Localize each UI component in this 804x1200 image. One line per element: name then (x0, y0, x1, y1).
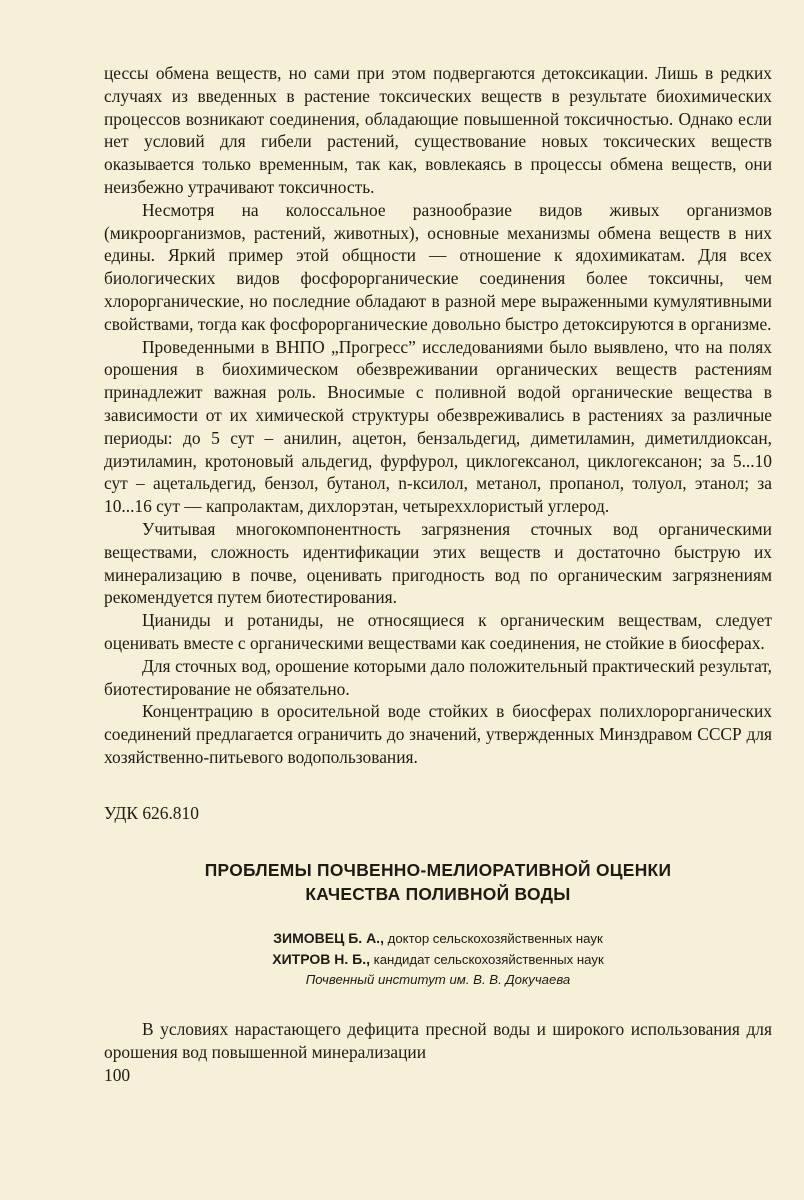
author-degree: кандидат сельскохозяйственных наук (373, 951, 604, 967)
paragraph: Концентрацию в оросительной воде стойких в биосферах полихлорорганических соединений предлагается ограничить до значений, утвержденных Минздравом СССР для хозяйственно-питьевого водопользования. (104, 701, 772, 767)
paragraph: цессы обмена веществ, но сами при этом подвергаются детоксикации. Лишь в редких случаях из введенных в растение токсических веществ в результате биохимических процессов возникают соединения, обладающие повышенной токсичностью. Однако если нет условий для гибели растений, существование новых токсических веществ оказывается только временным, так как, вовлекаясь в процессы обмена веществ, они неизбежно утрачивают токсичность. (104, 63, 772, 197)
author-line (104, 949, 772, 970)
paragraph: Цианиды и ротаниды, не относящиеся к органическим веществам, следует оценивать вместе с органическими веществами как соединения, не стойкие в биосферах. (104, 610, 772, 653)
paragraph: В условиях нарастающего дефицита пресной воды и широкого использования для орошения вод повышенной минерализации (104, 1018, 772, 1062)
udk-code: УДК 626.810 (104, 802, 199, 823)
author-name: ЗИМОВЕЦ Б. А., (273, 929, 384, 946)
author-name: ХИТРОВ Н. Б., (272, 950, 370, 967)
article-intro (104, 1018, 772, 1064)
authors-block (104, 928, 772, 990)
paragraph: Учитывая многокомпонентность загрязнения сточных вод органическими веществами, сложность идентификации этих веществ и достаточно быструю их минерализацию в почве, оценивать пригодность вод по органическим загрязнениям рекомендуется путем биотестирования. (104, 518, 772, 608)
author-line (104, 928, 772, 949)
article-title-line: КАЧЕСТВА ПОЛИВНОЙ ВОДЫ (305, 883, 571, 904)
author-degree: доктор сельскохозяйственных наук (387, 930, 603, 946)
page-number: 100 (104, 1065, 131, 1086)
paragraph: Несмотря на колоссальное разнообразие видов живых организмов (микроорганизмов, растений, животных), основные механизмы обмена веществ в них едины. Яркий пример этой общности — отношение к ядохимикатам. Для всех биологических видов фосфорорганические соединения более токсичны, чем хлорорганические, но последние обладают в разной мере выраженными кумулятивными свойствами, тогда как фосфорорганические довольно быстро детоксируются в организме. (104, 199, 772, 334)
article-title (104, 858, 772, 906)
institution: Почвенный институт им. В. В. Докучаева (305, 971, 571, 987)
paragraph: Проведенными в ВНПО „Прогресс” исследованиями было выявлено, что на полях орошения в биохимическом обезвреживании органических веществ растениям принадлежит важная роль. Вносимые с поливной водой органические вещества в зависимости от их химической структуры обезвреживались в растениях за различные периоды: до 5 сут – анилин, ацетон, бензальдегид, диметиламин, диметилдиоксан, диэтиламин, кротоновый альдегид, фурфурол, циклогексанол, циклогексанон; за 5...10 сут – ацетальдегид, бензол, бутанол, n-ксилол, метанол, пропанол, толуол, этанол; за 10...16 сут — капролактам, дихлорэтан, четыреххлористый углерод. (104, 336, 772, 517)
article-title-line: ПРОБЛЕМЫ ПОЧВЕННО-МЕЛИОРАТИВНОЙ ОЦЕНКИ (204, 859, 672, 880)
paragraph: Для сточных вод, орошение которыми дало положительный практический результат, биотестирование не обязательно. (104, 655, 772, 699)
previous-article-text (104, 62, 772, 769)
